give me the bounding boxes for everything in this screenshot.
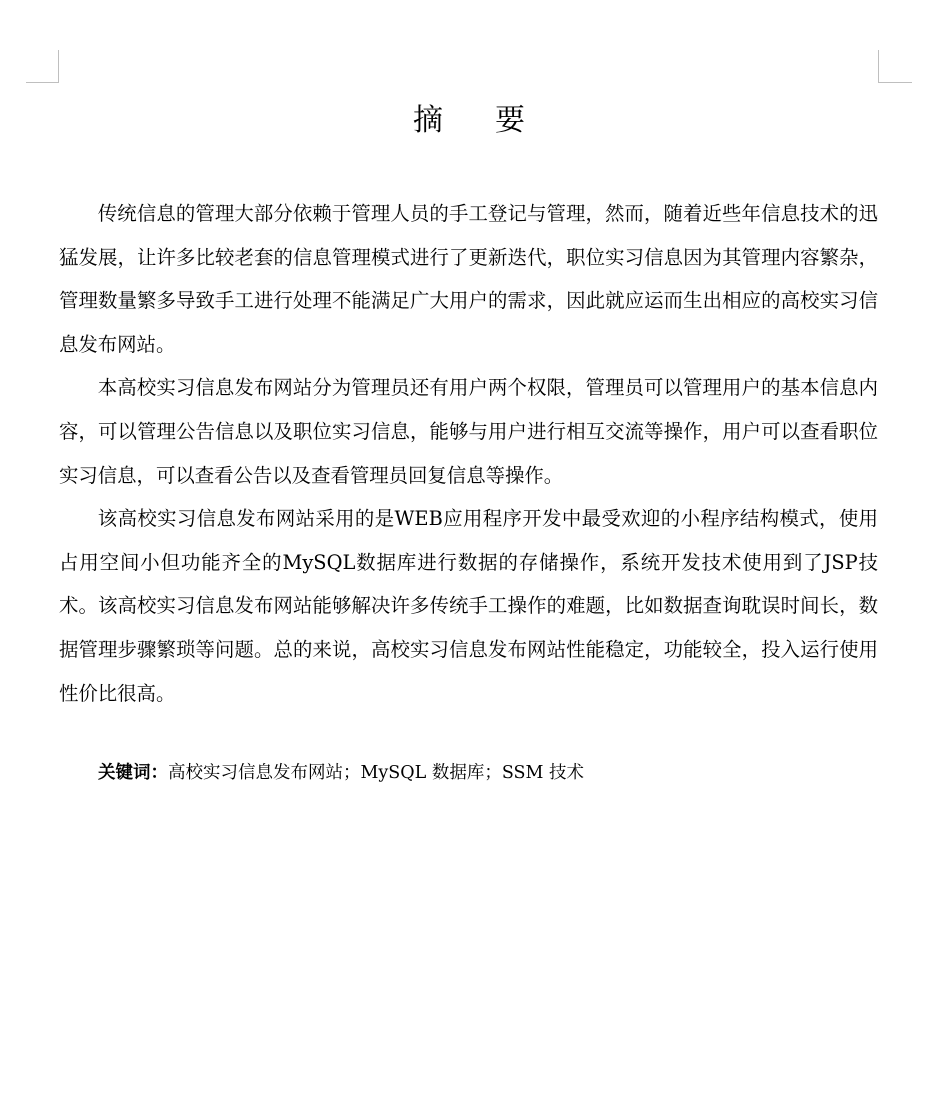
keywords-value: 高校实习信息发布网站；MySQL 数据库；SSM 技术 xyxy=(168,763,584,783)
abstract-paragraph-1: 传统信息的管理大部分依赖于管理人员的手工登记与管理，然而，随着近些年信息技术的迅猛发展，让许多比较老套的信息管理模式进行了更新迭代，职位实习信息因为其管理内容繁杂，管理数量繁多导致手工进行处理不能满足广大用户的需求，因此就应运而生出相应的高校实习信息发布网站。 xyxy=(59,202,878,356)
abstract-paragraph-2: 本高校实习信息发布网站分为管理员还有用户两个权限，管理员可以管理用户的基本信息内容，可以管理公告信息以及职位实习信息，能够与用户进行相互交流等操作，用户可以查看职位实习信息，可以查看公告以及查看管理员回复信息等操作。 xyxy=(59,376,878,487)
title-char-1: 摘 xyxy=(413,103,443,138)
title-char-2: 要 xyxy=(495,103,525,138)
crop-mark-top-right-vertical xyxy=(878,50,879,83)
crop-mark-top-left-vertical xyxy=(58,50,59,83)
keywords-label: 关键词： xyxy=(98,763,168,783)
keywords-line xyxy=(98,760,584,786)
page-title xyxy=(0,100,938,142)
abstract-body xyxy=(59,192,878,715)
crop-mark-top-left-horizontal xyxy=(26,82,59,83)
crop-mark-top-right-horizontal xyxy=(879,82,912,83)
abstract-paragraph-3: 该高校实习信息发布网站采用的是WEB应用程序开发中最受欢迎的小程序结构模式，使用占用空间小但功能齐全的MySQL数据库进行数据的存储操作，系统开发技术使用到了JSP技术。该高校实习信息发布网站能够解决许多传统手工操作的难题，比如数据查询耽误时间长，数据管理步骤繁琐等问题。总的来说，高校实习信息发布网站性能稳定，功能较全，投入运行使用性价比很高。 xyxy=(59,507,878,705)
